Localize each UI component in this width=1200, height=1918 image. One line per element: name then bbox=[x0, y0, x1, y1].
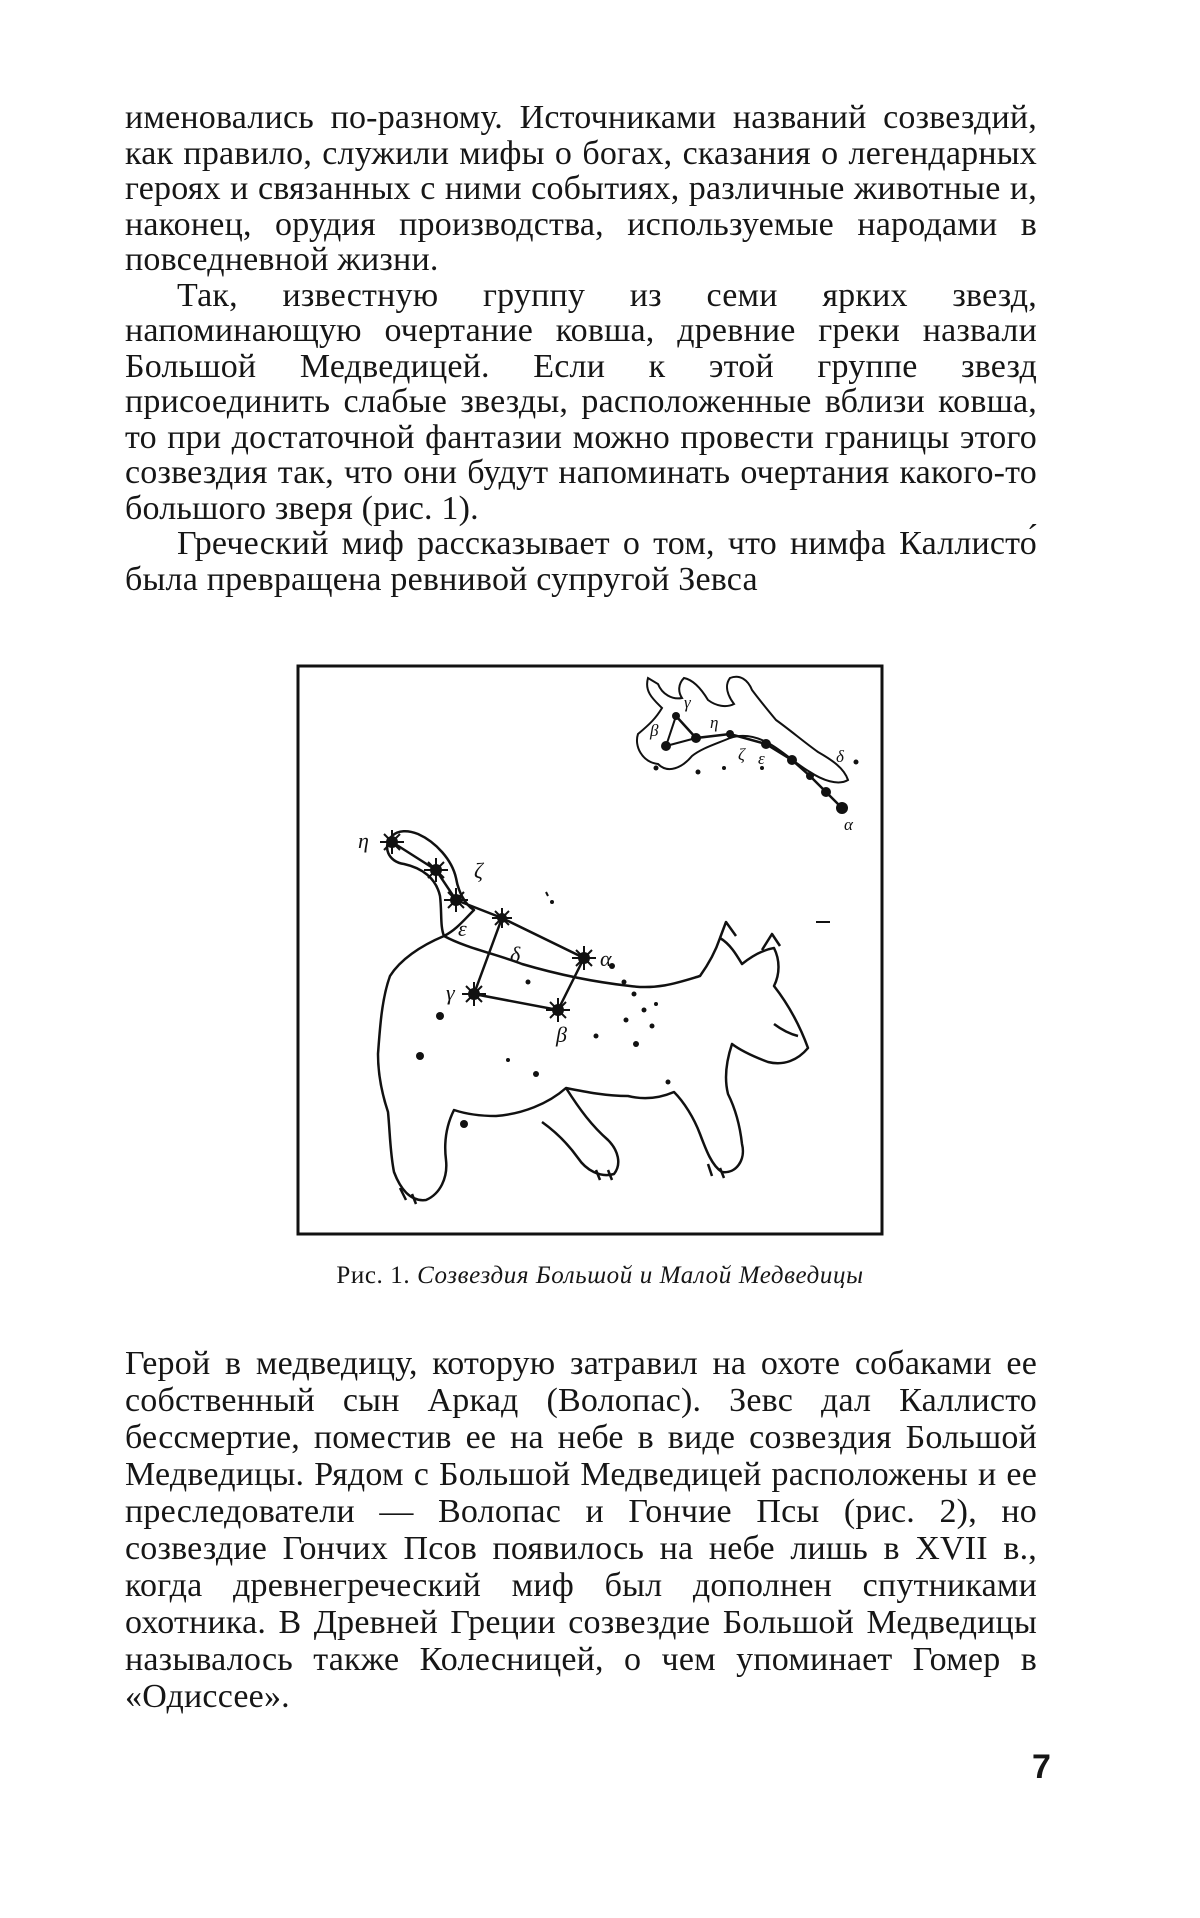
figure-frame bbox=[298, 666, 882, 1234]
paragraph-4: Герой в медведицу, которую затравил на охоте собаками ее собственный сын Аркад (Волопас). Зевс дал Каллисто бессмертие, поместив ее на небе в виде созвездия Большой Медведицы. Рядом с Большой Медведицей расположены и ее преследователи — Волопас и Гончие Псы (рис. 2), но созвездие Гончих Псов появилось на небе лишь в XVII в., когда древнегреческий миф был дополнен спутниками охотника. В Древней Греции созвездие Большой Медведицы называлось также Колесницей, о чем упоминает Гомер в «Одиссее». bbox=[125, 1345, 1037, 1715]
big-dipper-lines bbox=[392, 842, 584, 1010]
label-umi-alpha: α bbox=[844, 815, 853, 834]
label-uma-alpha: α bbox=[600, 946, 612, 971]
page-number: 7 bbox=[1032, 1748, 1051, 1786]
stray-mark bbox=[546, 892, 548, 896]
label-umi-gamma: γ bbox=[684, 693, 691, 712]
text-block-bottom bbox=[125, 1345, 1037, 1715]
caption-title: Созвездия Большой и Малой Медведицы bbox=[417, 1262, 864, 1289]
paragraph-2: Так, известную группу из семи ярких звезд, напоминающую очертание ковша, древние греки назвали Большой Медведицей. Если к этой группе звезд присоединить слабые звезды, расположенные вблизи ковша, то при достаточной фантазии можно провести границы этого созвездия так, что они будут напоминать очертания какого-то большого зверя (рис. 1). bbox=[125, 276, 1037, 527]
text-block-top bbox=[125, 100, 1037, 597]
label-umi-zeta: ζ bbox=[738, 745, 745, 764]
figure-caption bbox=[0, 1262, 1200, 1290]
label-umi-epsilon: ε bbox=[758, 749, 765, 768]
constellation-drawing bbox=[296, 664, 900, 1240]
ursa-major-stars bbox=[380, 830, 671, 1128]
label-umi-beta: β bbox=[650, 721, 659, 740]
label-uma-eta: η bbox=[358, 828, 369, 853]
paragraph-1: именовались по-разному. Источниками названий созвездий, как правило, служили мифы о богах, сказания о легендарных героях и связанных с ними событиях, различные животные и, наконец, орудия производства, используемые народами в повседневной жизни. bbox=[125, 99, 1037, 278]
paragraph-3: Греческий миф рассказывает о том, что нимфа Каллисто́ была превращена ревнивой супругой Зевса bbox=[125, 525, 1037, 598]
label-uma-epsilon: ε bbox=[458, 916, 467, 941]
label-umi-eta: η bbox=[710, 713, 719, 732]
label-uma-gamma: γ bbox=[446, 980, 455, 1005]
label-uma-delta: δ bbox=[510, 942, 521, 967]
label-umi-delta: δ bbox=[836, 747, 844, 766]
label-uma-beta: β bbox=[556, 1022, 567, 1047]
constellation-illustration bbox=[296, 664, 900, 1240]
caption-label: Рис. 1. bbox=[336, 1262, 411, 1289]
label-uma-zeta: ζ bbox=[474, 858, 483, 883]
ursa-minor-labels bbox=[649, 693, 854, 834]
